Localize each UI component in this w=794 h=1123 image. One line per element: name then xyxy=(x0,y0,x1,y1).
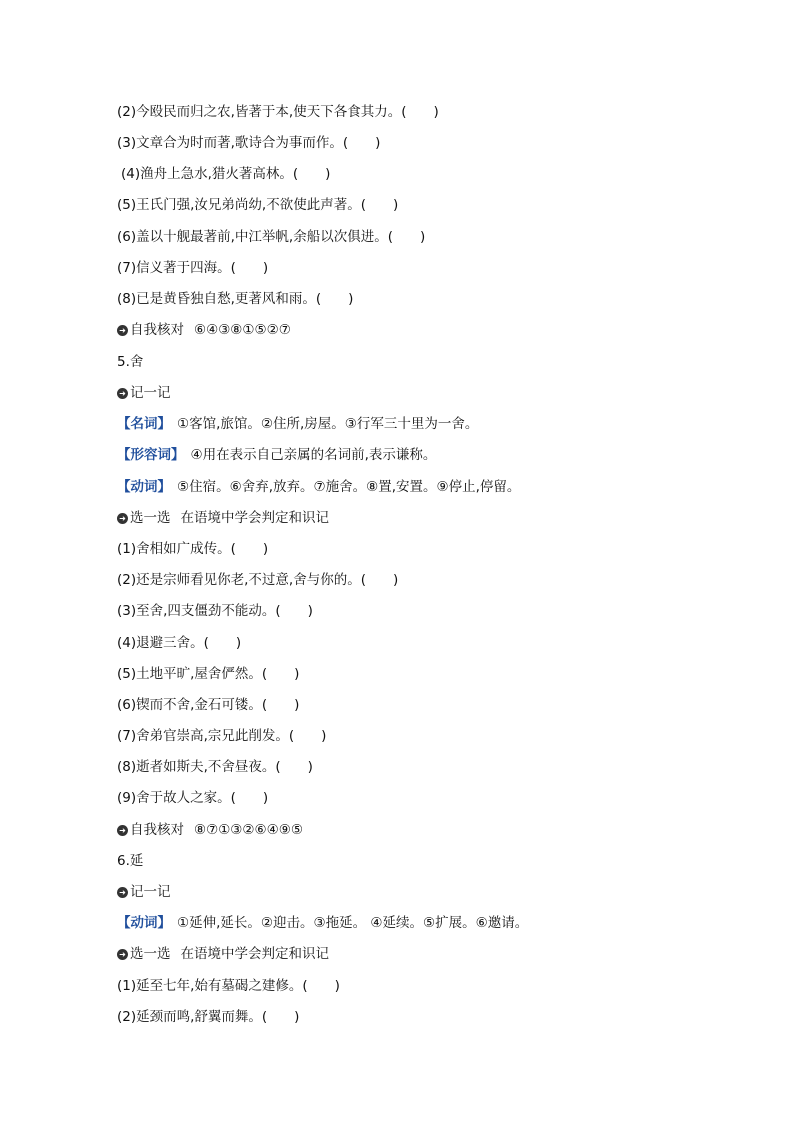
question-line: (8)已是黄昏独自愁,更著风和雨。( ) xyxy=(117,291,354,307)
arrow-right-icon: ➜ xyxy=(117,513,128,524)
definition-adjective xyxy=(117,446,436,464)
definition-verb xyxy=(117,478,520,496)
question-line: (5)王氏门强,汝兄弟尚幼,不欲使此声著。( ) xyxy=(117,197,399,213)
question-line: (1)延至七年,始有墓碣之建修。( ) xyxy=(117,978,340,994)
arrow-right-icon: ➜ xyxy=(117,887,128,898)
self-check-row xyxy=(117,821,303,839)
pos-tag-noun: 【名词】 xyxy=(117,416,171,432)
question-line: (4)渔舟上急水,猎火著高林。( ) xyxy=(121,166,331,182)
remember-row xyxy=(117,384,171,402)
question-line: (3)文章合为时而著,歌诗合为事而作。( ) xyxy=(117,135,381,151)
question-line: (3)至舍,四支僵劲不能动。( ) xyxy=(117,603,313,619)
definition-text: ⑤住宿。⑥舍弃,放弃。⑦施舍。⑧置,安置。⑨停止,停留。 xyxy=(177,479,521,495)
question-line: (2)还是宗师看见你老,不过意,舍与你的。( ) xyxy=(117,572,399,588)
choose-label: 选一选 xyxy=(130,510,171,526)
pos-tag-verb: 【动词】 xyxy=(117,915,171,931)
choose-row xyxy=(117,945,329,963)
choose-row xyxy=(117,509,329,527)
self-check-label: 自我核对 xyxy=(130,822,184,838)
self-check-label: 自我核对 xyxy=(130,322,184,338)
choose-description: 在语境中学会判定和识记 xyxy=(180,510,329,526)
pos-tag-adjective: 【形容词】 xyxy=(117,447,185,463)
question-line: (1)舍相如广成传。( ) xyxy=(117,541,269,557)
choose-label: 选一选 xyxy=(130,946,171,962)
question-line: (2)延颈而鸣,舒翼而舞。( ) xyxy=(117,1009,300,1025)
question-line: (8)逝者如斯夫,不舍昼夜。( ) xyxy=(117,759,313,775)
definition-text: ①延伸,延长。②迎击。③拖延。 ④延续。⑤扩展。⑥邀请。 xyxy=(177,915,529,931)
choose-description: 在语境中学会判定和识记 xyxy=(180,946,329,962)
definition-verb xyxy=(117,914,528,932)
question-line: (9)舍于故人之家。( ) xyxy=(117,790,269,806)
self-check-answer: ⑥④③⑧①⑤②⑦ xyxy=(194,322,291,338)
self-check-answer: ⑧⑦①③②⑥④⑨⑤ xyxy=(194,822,303,838)
definition-text: ④用在表示自己亲属的名词前,表示谦称。 xyxy=(190,447,437,463)
remember-row xyxy=(117,883,171,901)
definition-noun xyxy=(117,415,478,433)
question-line: (6)锲而不舍,金石可镂。( ) xyxy=(117,697,300,713)
definition-text: ①客馆,旅馆。②住所,房屋。③行军三十里为一舍。 xyxy=(177,416,479,432)
question-line: (5)土地平旷,屋舍俨然。( ) xyxy=(117,666,300,682)
question-line: (7)信义著于四海。( ) xyxy=(117,260,269,276)
arrow-right-icon: ➜ xyxy=(117,949,128,960)
section-title: 6.延 xyxy=(117,853,144,869)
arrow-right-icon: ➜ xyxy=(117,825,128,836)
question-line: (7)舍弟官崇高,宗兄此削发。( ) xyxy=(117,728,327,744)
question-line: (6)盖以十舰最著前,中江举帆,余船以次俱进。( ) xyxy=(117,229,426,245)
section-title: 5.舍 xyxy=(117,354,144,370)
arrow-right-icon: ➜ xyxy=(117,388,128,399)
question-line: (4)退避三舍。( ) xyxy=(117,635,242,651)
pos-tag-verb: 【动词】 xyxy=(117,479,171,495)
self-check-row xyxy=(117,321,291,339)
arrow-right-icon: ➜ xyxy=(117,325,128,336)
remember-label: 记一记 xyxy=(130,884,171,900)
remember-label: 记一记 xyxy=(130,385,171,401)
question-line: (2)今殴民而归之农,皆著于本,使天下各食其力。( ) xyxy=(117,104,439,120)
